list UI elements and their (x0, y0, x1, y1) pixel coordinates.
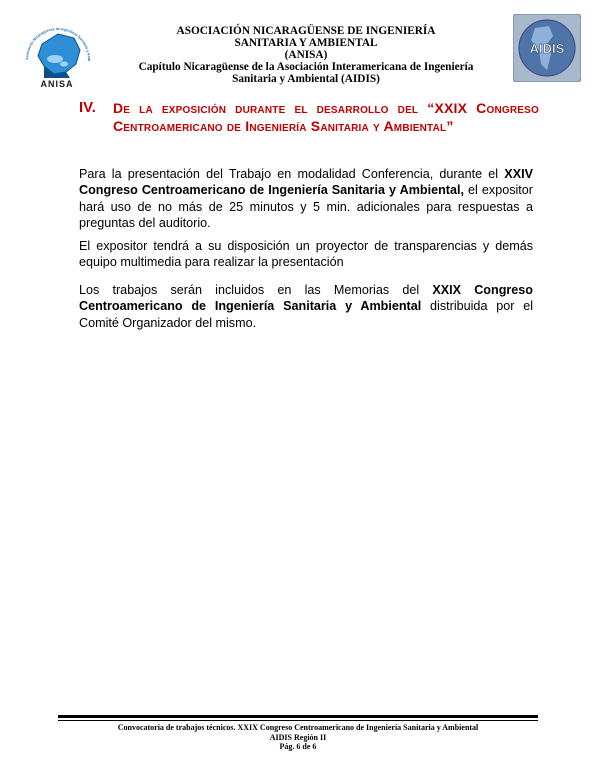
section-heading (79, 99, 539, 135)
lake-shape (47, 55, 63, 63)
anisa-logo-text: ANISA (40, 79, 74, 89)
header-title-block (100, 25, 512, 85)
section-title: De la exposición durante el desarrollo del “XXIX Congreso Centroamericano de Ingeniería Sanitaria y Ambiental” (113, 100, 539, 134)
footer-line-1: Convocatoria de trabajos técnicos. XXIX Congreso Centroamericano de Ingeniería Sanitaria y Ambiental (117, 723, 479, 732)
header-line-3: (ANISA) (284, 49, 328, 61)
paragraph-presentation: Para la presentación del Trabajo en modalidad Conferencia, durante el XXIV Congreso Centroamericano de Ingeniería Sanitaria y Ambiental, el expositor hará uso de no más de 25 minutos y 5 min. adicionales para respuestas a preguntas del auditorio. (79, 167, 533, 230)
anisa-logo (14, 14, 100, 94)
congress-name-bold: XXIV Congreso Centroamericano de Ingeniería Sanitaria y Ambiental, (79, 167, 533, 198)
paragraph-equipment: El expositor tendrá a su disposición un proyector de transparencias y demás equipo multimedia para realizar la presentación (79, 239, 533, 270)
page-header (0, 0, 596, 92)
footer-divider-thin (58, 720, 538, 721)
header-line-1: ASOCIACIÓN NICARAGÜENSE DE INGENIERÍA (176, 25, 436, 37)
congress-name-bold: XXIX Congreso Centroamericano de Ingeniería Sanitaria y Ambiental (79, 283, 533, 314)
page-number: Pág. 6 de 6 (279, 742, 317, 752)
anisa-ring-text: Asociación Nicaragüense de Ingeniería Sanitaria y Amb (24, 26, 92, 62)
header-line-5: Sanitaria y Ambiental (AIDIS) (232, 73, 380, 85)
header-line-2: SANITARIA Y AMBIENTAL (234, 37, 378, 49)
paragraph-proceedings: Los trabajos serán incluidos en las Memorias del XXIX Congreso Centroamericano de Ingeniería Sanitaria y Ambiental distribuida por el Comité Organizador del mismo. (79, 283, 534, 330)
footer-line-2: AIDIS Región II (269, 732, 327, 742)
aidis-logo-text: AIDIS (529, 41, 565, 56)
aidis-logo (513, 14, 581, 82)
section-number: IV. (79, 99, 96, 116)
header-line-4: Capítulo Nicaragüense de la Asociación Interamericana de Ingeniería (138, 61, 474, 73)
footer-divider-thick (58, 715, 538, 718)
page-footer (58, 723, 538, 752)
